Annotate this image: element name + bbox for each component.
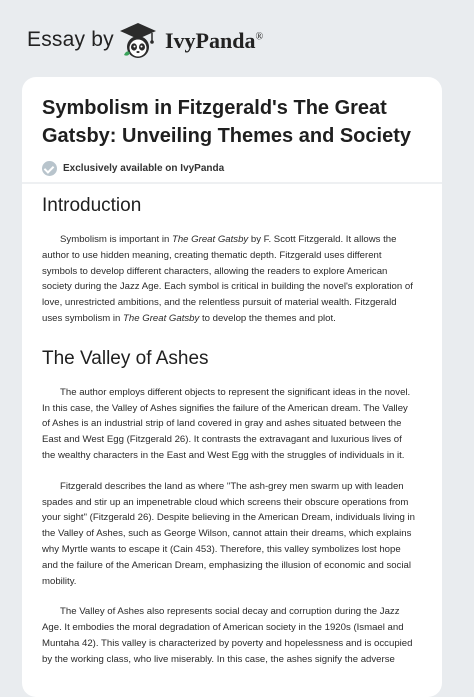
essay-body	[42, 189, 427, 668]
essay-title: Symbolism in Fitzgerald's The Great Gatsby: Unveiling Themes and Society	[42, 97, 411, 147]
check-badge-icon	[42, 161, 57, 176]
essay-card	[22, 77, 442, 697]
section-heading-valley-of-ashes: The Valley of Ashes	[42, 347, 209, 369]
site-header	[0, 0, 474, 80]
graduation-panda-logo-icon[interactable]	[118, 21, 158, 61]
brand-name[interactable]: IvyPanda®	[165, 28, 264, 53]
divider	[22, 182, 442, 184]
paragraph-intro-1: Symbolism is important in The Great Gatsby by F. Scott Fitzgerald. It allows the author to use hidden meaning, creating thematic depth. Fitzgerald uses different symbols to develop different characters, allowing the readers to explore American society during the Jazz Age. Each symbol is critical in building the novel's exploration of love, unrestricted ambitions, and the relentless pursuit of material wealth. Fitzgerald uses symbolism in The Great Gatsby to develop the themes and plot.	[42, 234, 413, 324]
exclusive-note	[42, 159, 224, 177]
paragraph-valley-2: Fitzgerald describes the land as where "The ash-grey men swarm up with leaden spades and stir up an impenetrable cloud which screens their obscure operations from your sight" (Fitzgerald 26). Despite believing in the American Dream, individuals living in the Valley of Ashes, such as George Wilson, cannot attain their dreams, which explains why Myrtle wants to escape it (Cain 453). Therefore, this valley symbolizes lost hope and the failure of the American Dream, emphasizing the illusion of economic and social mobility.	[42, 480, 415, 587]
paragraph-valley-3: The Valley of Ashes also represents social decay and corruption during the Jazz Age. It embodies the moral degradation of American society in the 1920s (Ismael and Muntaha 42). This valley is characterized by poverty and hopelessness and is occupied by the working class, who live miserably. In this case, the ashes signify the adverse	[42, 606, 413, 665]
exclusive-label: Exclusively available on IvyPanda	[63, 162, 225, 174]
section-heading-introduction: Introduction	[42, 195, 142, 216]
paragraph-valley-1: The author employs different objects to represent the significant ideas in the novel. In this case, the Valley of Ashes signifies the failure of the American dream. The Valley of Ashes is an industrial strip of land covered in gray and ashes situated between the East and West Egg (Fitzgerald 26). It contrasts the extravagant and luxurious lives of the wealthy characters in the East and West Egg with the struggles of individuals in it.	[42, 386, 411, 461]
essay-by-label: Essay by	[27, 28, 114, 51]
